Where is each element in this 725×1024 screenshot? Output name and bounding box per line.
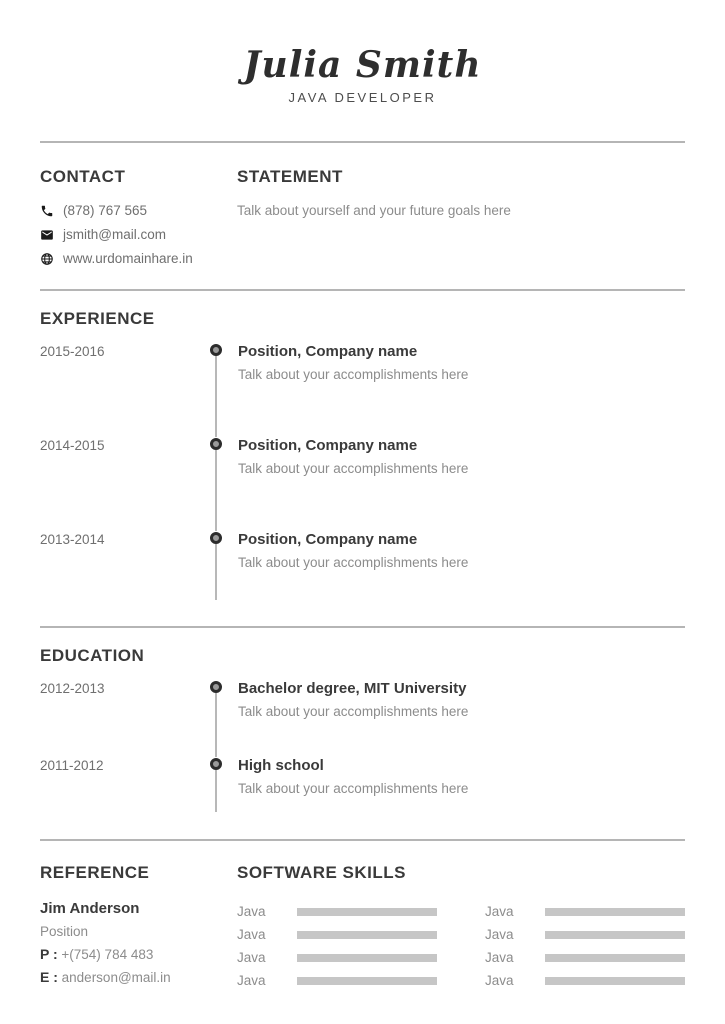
- reference-name: Jim Anderson: [40, 900, 140, 917]
- skill-bar: [545, 908, 685, 916]
- person-role: JAVA DEVELOPER: [288, 90, 437, 105]
- skill-bar: [545, 977, 685, 985]
- reference-email: [40, 969, 237, 985]
- experience-section: [40, 291, 685, 600]
- skill-label: Java: [485, 927, 514, 942]
- header: [40, 0, 685, 105]
- skill-row: [237, 900, 437, 923]
- skill-row: [237, 969, 437, 992]
- timeline-dot-icon: [210, 532, 222, 544]
- timeline-column: [205, 343, 227, 437]
- contact-statement-row: [40, 143, 685, 275]
- entry-description: Talk about your accomplishments here: [238, 781, 469, 796]
- contact-website: www.urdomainhare.in: [63, 251, 193, 266]
- statement-section: [237, 167, 685, 275]
- contact-item-email: [40, 227, 237, 242]
- timeline-dot-icon: [210, 438, 222, 450]
- reference-phone: [40, 946, 237, 962]
- entry-body: [227, 437, 685, 476]
- entry-body: [227, 343, 685, 382]
- contact-email: jsmith@mail.com: [63, 227, 166, 242]
- experience-entry: [40, 437, 685, 531]
- contact-item-phone: [40, 203, 237, 218]
- entry-title: Position, Company name: [238, 437, 418, 454]
- reference-email-value: anderson@mail.in: [61, 970, 171, 985]
- entry-body: [227, 531, 685, 570]
- reference-section: [40, 863, 237, 992]
- reference-email-label: E :: [40, 969, 58, 985]
- entry-description: Talk about your accomplishments here: [238, 704, 469, 719]
- timeline-dot-icon: [210, 758, 222, 770]
- experience-heading: EXPERIENCE: [40, 309, 155, 328]
- timeline-dot-icon: [210, 681, 222, 693]
- skills-column-1: [237, 900, 437, 992]
- timeline-dot-icon: [210, 344, 222, 356]
- entry-years: 2012-2013: [40, 681, 105, 696]
- statement-text: Talk about yourself and your future goals here: [237, 203, 511, 218]
- skill-row: [485, 900, 685, 923]
- skill-row: [485, 946, 685, 969]
- statement-heading: STATEMENT: [237, 167, 343, 186]
- contact-list: [40, 203, 237, 266]
- phone-icon: [40, 204, 54, 218]
- skill-label: Java: [237, 904, 266, 919]
- education-heading: EDUCATION: [40, 646, 145, 665]
- skills-grid: [237, 900, 685, 992]
- experience-entry: [40, 531, 685, 600]
- skills-heading: SOFTWARE SKILLS: [237, 863, 406, 882]
- skill-bar: [297, 931, 437, 939]
- skill-label: Java: [485, 904, 514, 919]
- entry-title: Bachelor degree, MIT University: [238, 680, 467, 697]
- entry-description: Talk about your accomplishments here: [238, 367, 469, 382]
- timeline-column: [205, 680, 227, 757]
- skills-column-2: [485, 900, 685, 992]
- timeline-line: [215, 544, 217, 600]
- reference-phone-label: P :: [40, 946, 58, 962]
- reference-phone-value: +(754) 784 483: [61, 947, 154, 962]
- envelope-icon: [40, 228, 54, 242]
- skills-section: [237, 863, 685, 992]
- skill-label: Java: [237, 973, 266, 988]
- globe-icon: [40, 252, 54, 266]
- timeline-line: [215, 356, 217, 437]
- skill-row: [237, 923, 437, 946]
- education-section: [40, 628, 685, 812]
- reference-position: Position: [40, 924, 89, 939]
- timeline-column: [205, 757, 227, 812]
- entry-title: High school: [238, 757, 324, 774]
- skill-bar: [297, 908, 437, 916]
- education-entry: [40, 757, 685, 812]
- skill-bar: [545, 931, 685, 939]
- entry-years: 2011-2012: [40, 758, 104, 773]
- contact-section: [40, 167, 237, 275]
- experience-entry: [40, 343, 685, 437]
- skill-row: [485, 969, 685, 992]
- person-name: Julia Smith: [243, 44, 482, 86]
- skill-bar: [297, 954, 437, 962]
- contact-item-website: [40, 251, 237, 266]
- entry-description: Talk about your accomplishments here: [238, 461, 469, 476]
- timeline-column: [205, 437, 227, 531]
- skill-bar: [297, 977, 437, 985]
- contact-phone: (878) 767 565: [63, 203, 148, 218]
- entry-body: [227, 680, 685, 719]
- skill-bar: [545, 954, 685, 962]
- timeline-line: [215, 770, 217, 812]
- entry-title: Position, Company name: [238, 531, 418, 548]
- education-entry: [40, 680, 685, 757]
- reference-heading: REFERENCE: [40, 863, 150, 882]
- skill-row: [485, 923, 685, 946]
- skill-label: Java: [237, 927, 266, 942]
- entry-years: 2015-2016: [40, 344, 105, 359]
- skill-label: Java: [485, 950, 514, 965]
- timeline-line: [215, 693, 217, 757]
- entry-title: Position, Company name: [238, 343, 418, 360]
- timeline-line: [215, 450, 217, 531]
- entry-years: 2013-2014: [40, 532, 105, 547]
- timeline-column: [205, 531, 227, 600]
- contact-heading: CONTACT: [40, 167, 126, 186]
- entry-years: 2014-2015: [40, 438, 105, 453]
- entry-description: Talk about your accomplishments here: [238, 555, 469, 570]
- reference-skills-row: [40, 841, 685, 992]
- skill-label: Java: [485, 973, 514, 988]
- skill-label: Java: [237, 950, 266, 965]
- skill-row: [237, 946, 437, 969]
- entry-body: [227, 757, 685, 796]
